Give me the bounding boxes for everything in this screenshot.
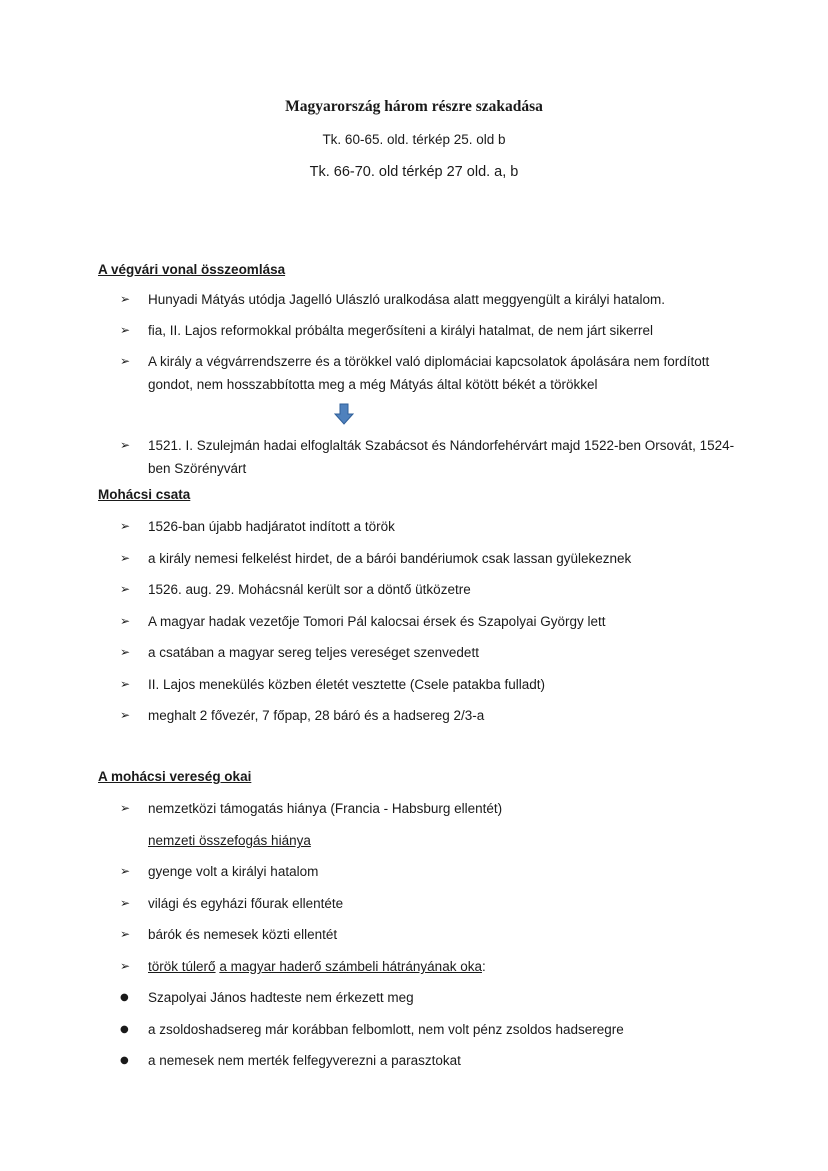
list-item: ➢ fia, II. Lajos reformokkal próbálta megerősíteni a királyi hatalmat, de nem járt sikerrel — [120, 319, 740, 342]
list-item: ➢ bárók és nemesek közti ellentét — [120, 923, 740, 946]
list-item: ➢ Hunyadi Mátyás utódja Jagelló Ulászló uralkodása alatt meggyengült a királyi hatalom. — [120, 288, 740, 311]
arrow-bullet-icon: ➢ — [120, 645, 131, 659]
arrow-bullet-icon: ➢ — [120, 708, 131, 722]
arrow-bullet-icon: ➢ — [120, 959, 131, 973]
list-item: ➢ meghalt 2 fővezér, 7 főpap, 28 báró és a hadsereg 2/3-a — [120, 704, 740, 727]
list-item: ➢ gyenge volt a királyi hatalom — [120, 860, 740, 883]
list-item: ➢ 1526-ban újabb hadjáratot indított a török — [120, 515, 740, 538]
section-heading-okai: A mohácsi vereség okai — [98, 769, 252, 784]
textbook-reference-2: Tk. 66-70. old térkép 27 old. a, b — [309, 164, 519, 180]
list-item: ➢ török túlerő a magyar haderő számbeli hátrányának oka: — [120, 955, 740, 978]
arrow-bullet-icon: ➢ — [120, 438, 131, 452]
list-item: ● a nemesek nem merték felfegyverezni a parasztokat — [120, 1049, 740, 1072]
document-title: Magyarország három részre szakadása — [285, 98, 543, 115]
arrow-bullet-icon: ➢ — [120, 323, 131, 337]
arrow-bullet-icon: ➢ — [120, 551, 131, 565]
down-arrow-icon — [334, 403, 354, 425]
list-item: ➢ 1521. I. Szulejmán hadai elfoglalták Szabácsot és Nándorfehérvárt majd 1522-ben Orsovát, 1524-ben Szörényvárt — [120, 434, 740, 480]
arrow-bullet-icon: ➢ — [120, 519, 131, 533]
arrow-bullet-icon: ➢ — [120, 801, 131, 815]
list-item: ➢ A király a végvárrendszerre és a törökkel való diplomáciai kapcsolatok ápolására nem fordított gondot, nem hosszabbította meg a még Mátyás által kötött békét a törökkel — [120, 350, 740, 396]
list-item: ➢ a király nemesi felkelést hirdet, de a bárói bandériumok csak lassan gyülekeznek — [120, 547, 740, 570]
textbook-reference: Tk. 60-65. old. térkép 25. old b — [322, 132, 506, 147]
list-item-continuation: nemzeti összefogás hiánya — [148, 833, 311, 848]
arrow-bullet-icon: ➢ — [120, 677, 131, 691]
list-item: ● a zsoldoshadsereg már korábban felbomlott, nem volt pénz zsoldos hadseregre — [120, 1018, 740, 1041]
section-heading-vegvari: A végvári vonal összeomlása — [98, 262, 286, 277]
list-item: ● Szapolyai János hadteste nem érkezett meg — [120, 986, 740, 1009]
bullet-dot-icon: ● — [120, 1055, 129, 1066]
list-item: ➢ A magyar hadak vezetője Tomori Pál kalocsai érsek és Szapolyai György lett — [120, 610, 740, 633]
arrow-bullet-icon: ➢ — [120, 864, 131, 878]
arrow-bullet-icon: ➢ — [120, 292, 131, 306]
bullet-dot-icon: ● — [120, 992, 129, 1003]
arrow-bullet-icon: ➢ — [120, 927, 131, 941]
arrow-bullet-icon: ➢ — [120, 354, 131, 368]
arrow-bullet-icon: ➢ — [120, 896, 131, 910]
bullet-dot-icon: ● — [120, 1024, 129, 1035]
arrow-bullet-icon: ➢ — [120, 614, 131, 628]
list-item: ➢ 1526. aug. 29. Mohácsnál került sor a döntő ütközetre — [120, 578, 740, 601]
arrow-bullet-icon: ➢ — [120, 582, 131, 596]
list-item: ➢ II. Lajos menekülés közben életét vesztette (Csele patakba fulladt) — [120, 673, 740, 696]
list-item: ➢ nemzetközi támogatás hiánya (Francia - Habsburg ellentét) — [120, 797, 740, 820]
list-item: ➢ a csatában a magyar sereg teljes vereséget szenvedett — [120, 641, 740, 664]
section-heading-mohacsi: Mohácsi csata — [98, 487, 191, 502]
list-item: ➢ világi és egyházi főurak ellentéte — [120, 892, 740, 915]
